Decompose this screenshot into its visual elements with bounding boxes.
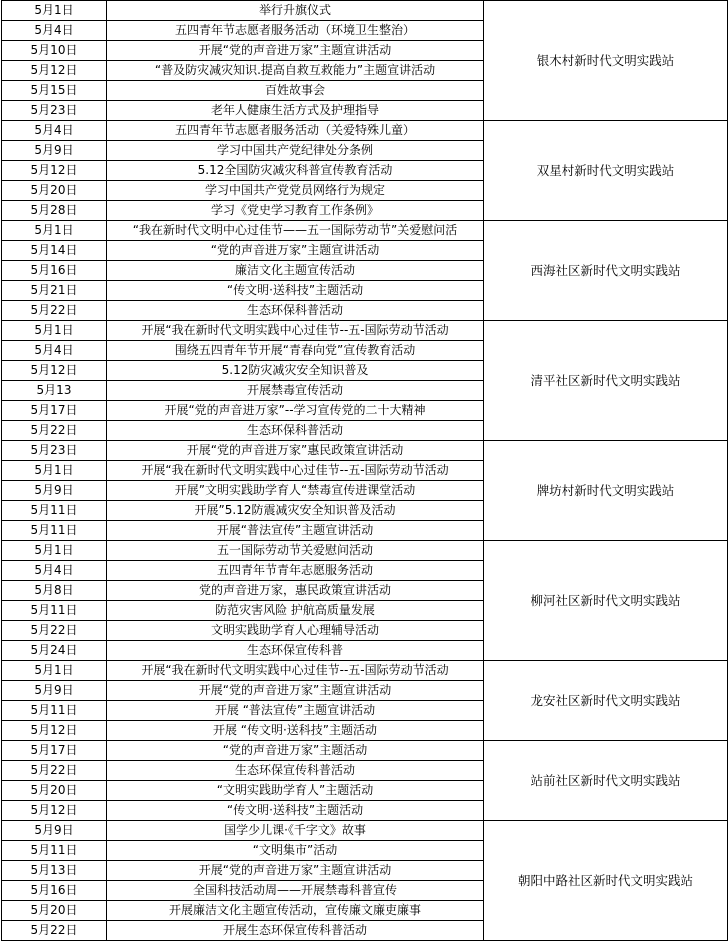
date-cell: 5月12日 [2, 61, 107, 81]
date-cell: 5月12日 [2, 721, 107, 741]
date-cell: 5月17日 [2, 401, 107, 421]
activity-cell: 学习中国共产党纪律处分条例 [107, 141, 484, 161]
date-cell: 5月11日 [2, 601, 107, 621]
date-cell: 5月22日 [2, 301, 107, 321]
date-cell: 5月12日 [2, 801, 107, 821]
activity-cell: 开展“我在新时代文明实践中心过佳节--五-国际劳动节活动 [107, 321, 484, 341]
table-row [2, 661, 728, 681]
date-cell: 5月1日 [2, 221, 107, 241]
activity-cell: “传文明·送科技”主题活动 [107, 801, 484, 821]
table-row [2, 121, 728, 141]
activity-cell: 围绕五四青年节开展“青春向党”宣传教育活动 [107, 341, 484, 361]
activity-cell: 学习《党史学习教育工作条例》 [107, 201, 484, 221]
activity-cell: “党的声音进万家”主题活动 [107, 741, 484, 761]
date-cell: 5月1日 [2, 541, 107, 561]
date-cell: 5月17日 [2, 741, 107, 761]
activity-cell: 开展生态环保宣传科普活动 [107, 921, 484, 941]
date-cell: 5月11日 [2, 521, 107, 541]
activity-cell: 开展 “传文明·送科技”主题活动 [107, 721, 484, 741]
activity-cell: 廉洁文化主题宣传活动 [107, 261, 484, 281]
station-cell: 站前社区新时代文明实践站 [484, 741, 728, 821]
activity-cell: 开展“普法宣传”主题宣讲活动 [107, 521, 484, 541]
activity-cell: 生态环保科普活动 [107, 301, 484, 321]
table-row [2, 541, 728, 561]
date-cell: 5月23日 [2, 441, 107, 461]
schedule-body [2, 1, 728, 941]
date-cell: 5月21日 [2, 281, 107, 301]
date-cell: 5月1日 [2, 1, 107, 21]
station-cell: 西海社区新时代文明实践站 [484, 221, 728, 321]
activity-cell: 五四青年节志愿者服务活动（环境卫生整治） [107, 21, 484, 41]
activity-cell: “传文明·送科技”主题活动 [107, 281, 484, 301]
date-cell: 5月20日 [2, 901, 107, 921]
table-row [2, 221, 728, 241]
date-cell: 5月16日 [2, 261, 107, 281]
station-cell: 清平社区新时代文明实践站 [484, 321, 728, 441]
date-cell: 5月13 [2, 381, 107, 401]
activity-cell: 生态环保科普活动 [107, 421, 484, 441]
date-cell: 5月22日 [2, 921, 107, 941]
schedule-table [1, 0, 728, 941]
date-cell: 5月14日 [2, 241, 107, 261]
activity-cell: 老年人健康生活方式及护理指导 [107, 101, 484, 121]
activity-cell: 五一国际劳动节关爱慰问活动 [107, 541, 484, 561]
date-cell: 5月22日 [2, 421, 107, 441]
date-cell: 5月24日 [2, 641, 107, 661]
date-cell: 5月20日 [2, 181, 107, 201]
date-cell: 5月1日 [2, 321, 107, 341]
activity-cell: “文明集市”活动 [107, 841, 484, 861]
date-cell: 5月22日 [2, 621, 107, 641]
activity-cell: 党的声音进万家，惠民政策宣讲活动 [107, 581, 484, 601]
activity-cell: 全国科技活动周——开展禁毒科普宣传 [107, 881, 484, 901]
activity-cell: 防范灾害风险 护航高质量发展 [107, 601, 484, 621]
date-cell: 5月28日 [2, 201, 107, 221]
activity-cell: 开展廉洁文化主题宣传活动，宣传廉文廉吏廉事 [107, 901, 484, 921]
station-cell: 银木村新时代文明实践站 [484, 1, 728, 121]
table-row [2, 321, 728, 341]
table-row [2, 1, 728, 21]
activity-cell: 文明实践助学育人心理辅导活动 [107, 621, 484, 641]
activity-cell: 开展”5.12防震减灾安全知识普及活动 [107, 501, 484, 521]
date-cell: 5月20日 [2, 781, 107, 801]
date-cell: 5月9日 [2, 141, 107, 161]
activity-cell: 国学少儿课·《千字文》故事 [107, 821, 484, 841]
date-cell: 5月23日 [2, 101, 107, 121]
date-cell: 5月4日 [2, 21, 107, 41]
date-cell: 5月11日 [2, 841, 107, 861]
activity-cell: 生态环保宣传科普 [107, 641, 484, 661]
activity-cell: 开展“我在新时代文明实践中心过佳节--五-国际劳动节活动 [107, 661, 484, 681]
date-cell: 5月12日 [2, 161, 107, 181]
date-cell: 5月9日 [2, 821, 107, 841]
activity-cell: 开展“党的声音进万家”主题宣讲活动 [107, 681, 484, 701]
activity-cell: “普及防灾减灾知识.提高自救互救能力”主题宣讲活动 [107, 61, 484, 81]
activity-cell: “文明实践助学育人”主题活动 [107, 781, 484, 801]
activity-cell: 五四青年节青年志愿服务活动 [107, 561, 484, 581]
activity-cell: 5.12全国防灾减灾科普宣传教育活动 [107, 161, 484, 181]
date-cell: 5月10日 [2, 41, 107, 61]
activity-cell: “我在新时代文明中心过佳节——五一国际劳动节”关爱慰问活 [107, 221, 484, 241]
table-row [2, 441, 728, 461]
station-cell: 朝阳中路社区新时代文明实践站 [484, 821, 728, 941]
activity-cell: 5.12防灾减灾安全知识普及 [107, 361, 484, 381]
table-row [2, 741, 728, 761]
station-cell: 双星村新时代文明实践站 [484, 121, 728, 221]
activity-cell: 开展“党的声音进万家”主题宣讲活动 [107, 861, 484, 881]
activity-cell: 开展”文明实践助学育人“禁毒宣传进课堂活动 [107, 481, 484, 501]
activity-cell: 举行升旗仪式 [107, 1, 484, 21]
activity-cell: 开展“我在新时代文明实践中心过佳节--五-国际劳动节活动 [107, 461, 484, 481]
date-cell: 5月4日 [2, 561, 107, 581]
date-cell: 5月9日 [2, 481, 107, 501]
date-cell: 5月8日 [2, 581, 107, 601]
date-cell: 5月4日 [2, 341, 107, 361]
table-row [2, 821, 728, 841]
date-cell: 5月22日 [2, 761, 107, 781]
date-cell: 5月1日 [2, 461, 107, 481]
date-cell: 5月11日 [2, 701, 107, 721]
station-cell: 龙安社区新时代文明实践站 [484, 661, 728, 741]
activity-cell: 生态环保宣传科普活动 [107, 761, 484, 781]
activity-cell: 开展“党的声音进万家”--学习宣传党的二十大精神 [107, 401, 484, 421]
date-cell: 5月15日 [2, 81, 107, 101]
date-cell: 5月1日 [2, 661, 107, 681]
date-cell: 5月9日 [2, 681, 107, 701]
activity-cell: 百姓故事会 [107, 81, 484, 101]
activity-cell: 开展“党的声音进万家”惠民政策宣讲活动 [107, 441, 484, 461]
station-cell: 牌坊村新时代文明实践站 [484, 441, 728, 541]
date-cell: 5月16日 [2, 881, 107, 901]
date-cell: 5月13日 [2, 861, 107, 881]
activity-cell: 五四青年节志愿者服务活动（关爱特殊儿童） [107, 121, 484, 141]
activity-cell: 开展 “普法宣传”主题宣讲活动 [107, 701, 484, 721]
station-cell: 柳河社区新时代文明实践站 [484, 541, 728, 661]
date-cell: 5月12日 [2, 361, 107, 381]
activity-cell: “党的声音进万家”主题宣讲活动 [107, 241, 484, 261]
date-cell: 5月4日 [2, 121, 107, 141]
activity-cell: 开展“党的声音进万家”主题宣讲活动 [107, 41, 484, 61]
activity-cell: 开展禁毒宣传活动 [107, 381, 484, 401]
activity-cell: 学习中国共产党党员网络行为规定 [107, 181, 484, 201]
date-cell: 5月11日 [2, 501, 107, 521]
